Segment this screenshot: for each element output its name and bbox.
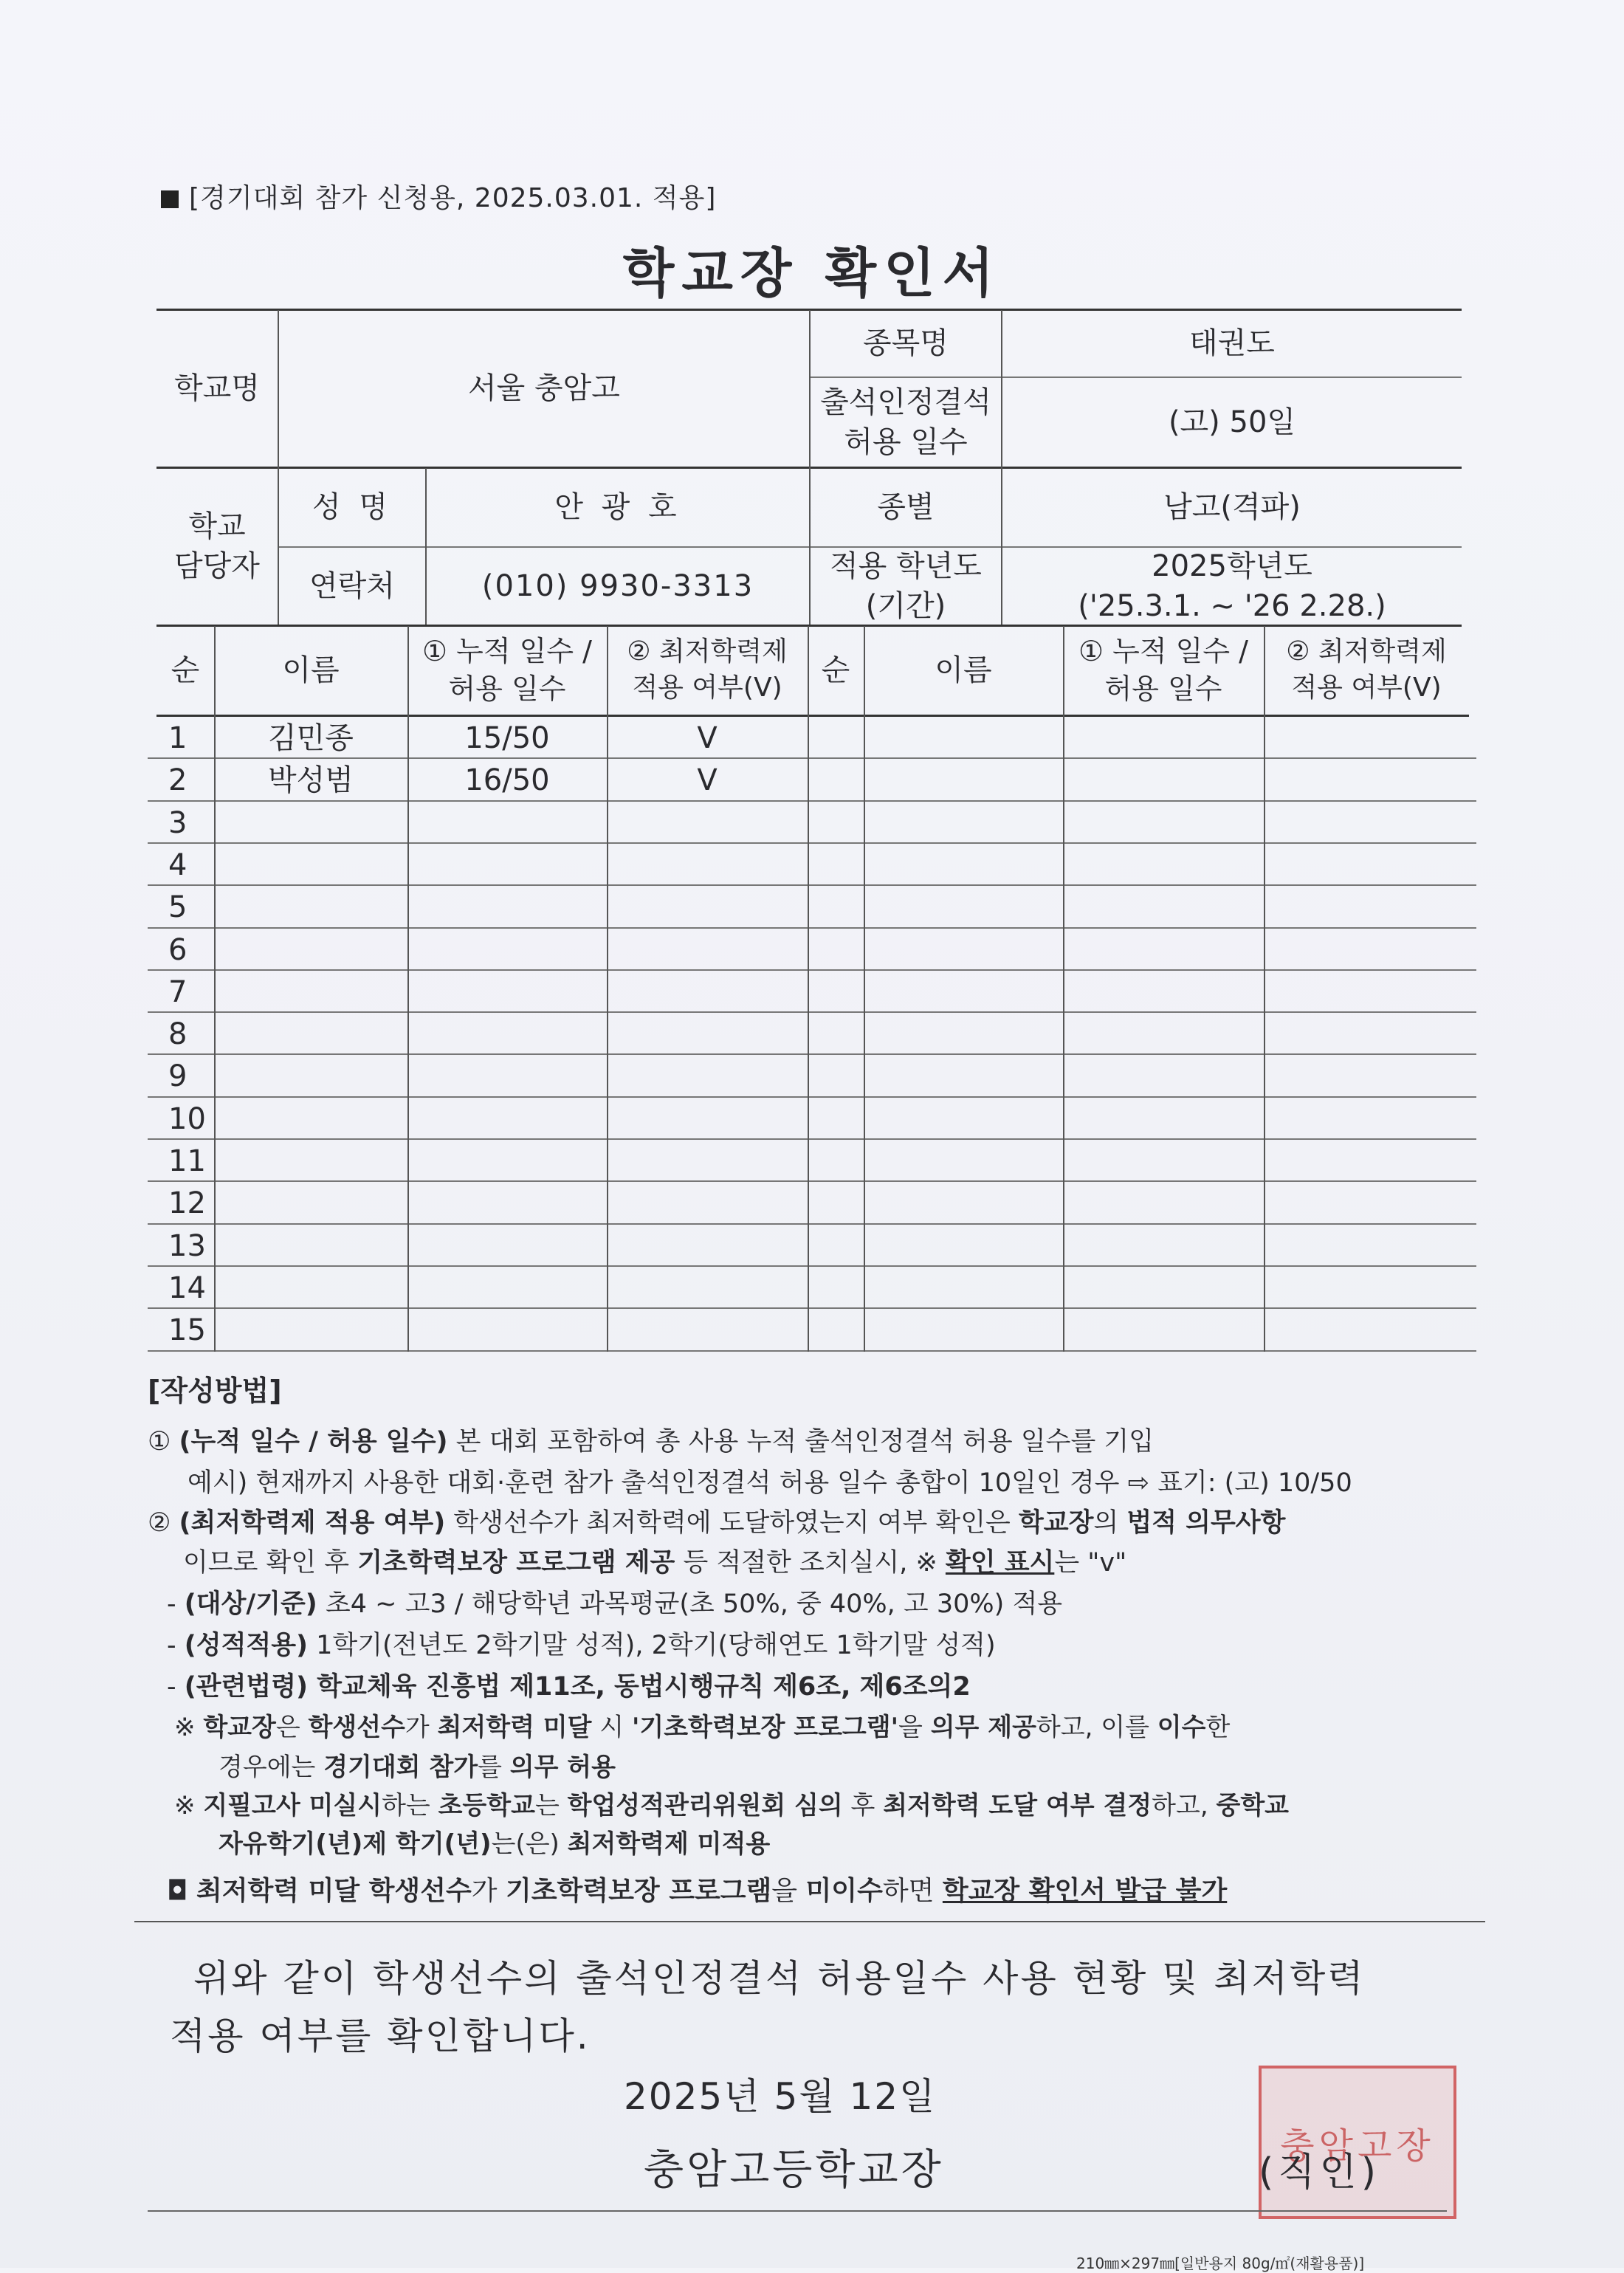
row-min-check xyxy=(607,1267,808,1309)
item2-text: 이므로 확인 후 xyxy=(183,1548,358,1578)
manager-label xyxy=(156,468,278,625)
row-min-check: V xyxy=(697,763,718,797)
note1-bold: 학생선수 xyxy=(308,1713,405,1742)
row-name xyxy=(214,844,407,886)
row-min-check xyxy=(607,844,808,886)
column-divider xyxy=(214,626,216,1352)
row-number: 15 xyxy=(168,1313,206,1348)
dash: - xyxy=(167,1589,176,1619)
row-rule xyxy=(148,1350,1476,1352)
contact-label: 연락처 xyxy=(309,569,395,603)
col-header-min-line: ② 최저학력제 xyxy=(1286,636,1447,667)
note-mark: ※ xyxy=(174,1713,196,1742)
row-min-check xyxy=(607,1098,808,1140)
allowed-days-label-line: 출석인정결석 xyxy=(820,385,991,419)
sub-item-laws xyxy=(167,1671,971,1702)
row-days: 16/50 xyxy=(464,763,550,797)
school-name-value: 서울 충암고 xyxy=(468,371,620,405)
final-bold: 기초학력보장 프로그램 xyxy=(506,1876,772,1906)
section-rule xyxy=(134,1921,1485,1922)
document-title: 학교장 확인서 xyxy=(622,242,1002,304)
row-name xyxy=(214,1055,407,1097)
row-min-check xyxy=(607,1013,808,1055)
row-min-check xyxy=(607,1309,808,1351)
note2-text: 는 xyxy=(534,1791,568,1820)
col-header-name: 이름 xyxy=(935,653,992,687)
row-name xyxy=(214,1267,407,1309)
row-days xyxy=(407,929,607,971)
manager-label-line: 학교 xyxy=(188,509,246,543)
instructions-heading-text: [작성방법] xyxy=(148,1375,282,1407)
item2-bold: (최저학력제 적용 여부) xyxy=(179,1508,446,1538)
sub-item-target xyxy=(167,1589,1062,1620)
item2-text: 는 "v" xyxy=(1054,1548,1127,1578)
sub3-bold: (관련법령) 학교체육 진흥법 제11조, 동법시행규칙 제6조, 제6조의2 xyxy=(184,1672,971,1702)
row-number: 2 xyxy=(168,763,187,798)
note2-text: 는(은) xyxy=(491,1829,568,1859)
row-name xyxy=(214,1140,407,1182)
dash: - xyxy=(167,1631,176,1660)
sub-item-grades xyxy=(167,1630,996,1661)
row-name xyxy=(214,1013,407,1055)
row-days xyxy=(407,971,607,1013)
item2-bold: 확인 표시 xyxy=(945,1548,1055,1578)
closing-line-2: 적용 여부를 확인합니다. xyxy=(170,2015,591,2057)
row-number: 1 xyxy=(168,721,187,755)
school-year-label-line: (기간) xyxy=(865,589,946,623)
circled-one: ① xyxy=(148,1427,171,1457)
sport-value: 태권도 xyxy=(1189,326,1275,360)
col-header-min-line: ② 최저학력제 xyxy=(627,636,788,667)
item2-bold: 법적 의무사항 xyxy=(1126,1508,1286,1538)
column-divider xyxy=(407,626,409,1352)
row-min-check xyxy=(607,1140,808,1182)
note2-bold: 최저학력제 미적용 xyxy=(567,1829,771,1859)
column-divider xyxy=(1063,626,1064,1352)
row-number: 6 xyxy=(168,932,187,967)
row-number: 4 xyxy=(168,847,187,882)
allowed-days-value: (고) 50일 xyxy=(1168,405,1296,439)
col-header-min-line: 적용 여부(V) xyxy=(1291,673,1442,703)
sub1-text: 초4 ~ 고3 / 해당학년 과목평균(초 50%, 중 40%, 고 30%) 적용 xyxy=(317,1589,1063,1619)
note2-bold: 중학교 xyxy=(1216,1791,1290,1820)
row-days xyxy=(407,802,607,844)
note-mark: ※ xyxy=(174,1791,196,1820)
final-bold: 최저학력 미달 학생선수 xyxy=(196,1876,472,1906)
note1-bold: 의무 허용 xyxy=(509,1753,616,1782)
contact-value: (010) 9930-3313 xyxy=(481,569,754,603)
note-1-line2 xyxy=(219,1753,616,1783)
row-name xyxy=(214,1182,407,1224)
final-bold: 학교장 확인서 발급 불가 xyxy=(942,1876,1228,1906)
row-number: 5 xyxy=(168,890,187,925)
col-header-no: 순 xyxy=(171,653,200,687)
col-header-min-line: 적용 여부(V) xyxy=(632,673,782,703)
col-header-days xyxy=(407,626,607,715)
row-min-check xyxy=(607,802,808,844)
row-number: 3 xyxy=(168,805,187,840)
item2-text: 의 xyxy=(1093,1508,1127,1538)
row-number: 9 xyxy=(168,1059,187,1094)
final-text: 을 xyxy=(771,1876,806,1906)
row-name xyxy=(214,886,407,928)
row-days xyxy=(407,844,607,886)
note1-text: 을 xyxy=(898,1713,931,1742)
note1-text: 시 xyxy=(591,1713,632,1742)
note1-text: 한 xyxy=(1205,1713,1231,1742)
row-min-check: V xyxy=(697,721,718,755)
row-name xyxy=(214,1225,407,1267)
row-min-check xyxy=(607,1055,808,1097)
header-note xyxy=(161,177,716,215)
sub1-bold: (대상/기준) xyxy=(184,1589,317,1619)
note-2-line2 xyxy=(219,1829,770,1860)
sub2-bold: (성적적용) xyxy=(184,1631,309,1660)
item2-text: 학생선수가 최저학력에 도달하였는지 여부 확인은 xyxy=(445,1508,1019,1538)
note1-bold: 최저학력 미달 xyxy=(437,1713,592,1742)
row-days xyxy=(407,1309,607,1351)
note1-bold: 의무 제공 xyxy=(930,1713,1036,1742)
circled-two: ② xyxy=(148,1508,171,1538)
note1-bold: '기초학력보장 프로그램' xyxy=(631,1713,899,1742)
category-value: 남고(격파) xyxy=(1163,490,1301,524)
row-min-check xyxy=(607,929,808,971)
row-number: 7 xyxy=(168,974,187,1009)
instruction-item-1 xyxy=(148,1426,1154,1457)
school-year-label-line: 적용 학년도 xyxy=(830,549,982,583)
row-number: 13 xyxy=(168,1228,206,1263)
instructions-heading xyxy=(148,1375,282,1409)
manager-name-value: 안 광 호 xyxy=(554,490,681,524)
dash: - xyxy=(167,1672,176,1702)
item1-text: 본 대회 포함하여 총 사용 누적 출석인정결석 허용 일수를 기입 xyxy=(447,1427,1155,1457)
note1-text: 를 xyxy=(478,1753,510,1782)
note2-bold: 자유학기(년)제 학기(년) xyxy=(219,1829,492,1859)
row-days xyxy=(407,1013,607,1055)
note1-text: 은 xyxy=(275,1713,309,1742)
row-name xyxy=(214,1309,407,1351)
row-days xyxy=(407,1055,607,1097)
seal-mark: (직인) xyxy=(1259,2150,1381,2195)
row-days xyxy=(407,1267,607,1309)
note2-bold: 학업성적관리위원회 심의 xyxy=(567,1791,843,1820)
note1-text: 경우에는 xyxy=(219,1753,324,1782)
col-header-days-line: 허용 일수 xyxy=(1104,673,1222,705)
instruction-item-2 xyxy=(148,1507,1285,1538)
allowed-days-label xyxy=(811,378,1001,467)
note1-text: 하고, 이를 xyxy=(1036,1713,1157,1742)
col-header-days-line: 허용 일수 xyxy=(448,673,566,705)
note2-text: 하고, xyxy=(1152,1791,1217,1820)
row-min-check xyxy=(607,971,808,1013)
issue-date: 2025년 5월 12일 xyxy=(624,2075,937,2118)
school-year-value-line: ('25.3.1. ~ '26 2.28.) xyxy=(1078,589,1386,623)
col-header-min xyxy=(607,626,808,715)
column-divider xyxy=(1264,626,1265,1352)
seal-text: 충암고장 xyxy=(1280,2125,1435,2167)
final-warning xyxy=(167,1875,1227,1907)
note2-text: 하는 xyxy=(382,1791,438,1820)
row-name xyxy=(214,1098,407,1140)
note2-bold: 지필고사 미실시 xyxy=(203,1791,382,1820)
row-number: 8 xyxy=(168,1017,187,1052)
note2-bold: 최저학력 도달 여부 결정 xyxy=(883,1791,1152,1820)
note2-text: 후 xyxy=(842,1791,884,1820)
row-days xyxy=(407,1182,607,1224)
school-year-value xyxy=(1002,548,1462,625)
row-number: 10 xyxy=(168,1101,206,1136)
principal-name: 충암고등학교장 xyxy=(644,2146,944,2194)
school-name-label: 학교명 xyxy=(174,371,260,405)
column-divider xyxy=(607,626,608,1352)
row-days xyxy=(407,1098,607,1140)
manager-name-label: 성 명 xyxy=(312,490,392,524)
row-days: 15/50 xyxy=(464,721,550,755)
row-name: 김민종 xyxy=(268,721,354,755)
square-bullet-icon xyxy=(161,190,179,208)
sport-label: 종목명 xyxy=(863,326,949,360)
final-bold: 미이수 xyxy=(805,1876,883,1906)
final-text: 하면 xyxy=(882,1876,943,1906)
instruction-item-2-line2 xyxy=(183,1547,1126,1578)
bottom-rule xyxy=(148,2210,1447,2212)
row-number: 11 xyxy=(168,1144,206,1178)
row-days xyxy=(407,886,607,928)
note-1 xyxy=(174,1713,1230,1743)
school-year-value-line: 2025학년도 xyxy=(1152,549,1312,583)
item2-text: 등 적절한 조치실시, ※ xyxy=(675,1548,946,1578)
row-min-check xyxy=(607,1225,808,1267)
col-header-no: 순 xyxy=(821,653,850,687)
item1-bold: (누적 일수 / 허용 일수) xyxy=(179,1427,448,1457)
column-divider xyxy=(864,626,865,1352)
row-min-check xyxy=(607,886,808,928)
row-name xyxy=(214,971,407,1013)
paper-spec-note: 210㎜×297㎜[일반용지 80g/㎡(재활용품)] xyxy=(1076,2255,1365,2272)
note1-bold: 학교장 xyxy=(203,1713,276,1742)
sub2-text: 1학기(전년도 2학기말 성적), 2학기(당해연도 1학기말 성적) xyxy=(308,1631,996,1660)
note-2 xyxy=(174,1791,1289,1821)
column-divider xyxy=(808,626,809,1352)
col-header-name: 이름 xyxy=(282,653,340,687)
col-header-days xyxy=(1063,626,1264,715)
category-label: 종별 xyxy=(877,490,935,524)
row-days xyxy=(407,1140,607,1182)
note1-bold: 이수 xyxy=(1157,1713,1206,1742)
row-name xyxy=(214,802,407,844)
row-min-check xyxy=(607,1182,808,1224)
note1-bold: 경기대회 참가 xyxy=(323,1753,478,1782)
note1-text: 가 xyxy=(405,1713,438,1742)
row-days xyxy=(407,1225,607,1267)
school-year-label xyxy=(811,548,1001,625)
manager-label-line: 담당자 xyxy=(174,549,260,583)
header-note-text: [경기대회 참가 신청용, 2025.03.01. 적용] xyxy=(189,183,717,213)
warning-box-icon: ◘ xyxy=(167,1876,188,1906)
col-header-min xyxy=(1264,626,1469,715)
closing-line-1: 위와 같이 학생선수의 출석인정결석 허용일수 사용 현황 및 최저학력 xyxy=(193,1957,1366,2000)
row-name: 박성범 xyxy=(268,763,354,797)
row-number: 14 xyxy=(168,1270,206,1305)
item2-bold: 학교장 xyxy=(1018,1508,1094,1538)
allowed-days-label-line: 허용 일수 xyxy=(844,425,968,459)
final-text: 가 xyxy=(471,1876,506,1906)
instruction-item-1-example: 예시) 현재까지 사용한 대회·훈련 참가 출석인정결석 허용 일수 총합이 10일인 경우 ⇨ 표기: (고) 10/50 xyxy=(187,1468,1352,1498)
row-name xyxy=(214,929,407,971)
note2-bold: 초등학교 xyxy=(438,1791,535,1820)
col-header-days-line: ① 누적 일수 / xyxy=(1078,634,1248,667)
col-header-days-line: ① 누적 일수 / xyxy=(422,634,592,667)
row-number: 12 xyxy=(168,1186,206,1221)
item2-bold: 기초학력보장 프로그램 제공 xyxy=(357,1548,675,1578)
